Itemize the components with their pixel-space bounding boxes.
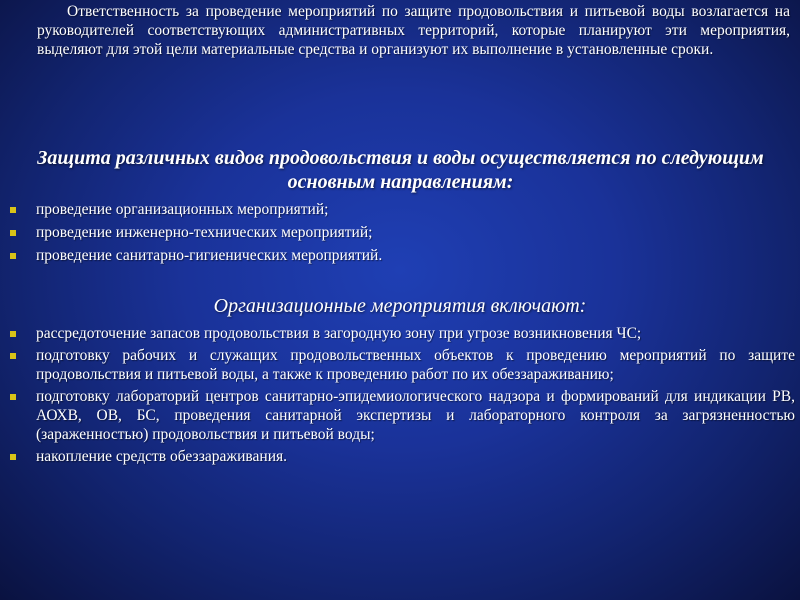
list-item [0,324,795,343]
list-item [0,387,795,444]
list-item-text: проведение санитарно-гигиенических мероприятий. [36,247,383,264]
square-bullet-icon [10,353,16,359]
square-bullet-icon [10,331,16,337]
org-measures-list [0,324,795,469]
list-item-text: проведение инженерно-технических мероприятий; [36,224,373,241]
square-bullet-icon [10,394,16,400]
square-bullet-icon [10,230,16,236]
list-item-text: подготовку рабочих и служащих продовольственных объектов к проведению мероприятий по защите продовольствия и питьевой воды, а также к проведению работ по их обеззараживанию; [36,347,795,383]
square-bullet-icon [10,454,16,460]
subsection-heading: Организационные мероприятия включают: [213,295,587,317]
list-item-text: подготовку лабораторий центров санитарно-эпидемиологического надзора и формирований для индикации РВ, АОХВ, ОВ, БС, проведения санитарной экспертизы и лабораторного контроля за загрязненностью (зараженностью) продовольствия и питьевой воды; [36,388,795,443]
list-item [0,200,795,219]
list-item-text: рассредоточение запасов продовольствия в загородную зону при угрозе возникновения ЧС; [36,325,642,342]
list-item [0,447,795,466]
list-item-text: проведение организационных мероприятий; [36,201,329,218]
list-item [0,223,795,242]
list-item-text: накопление средств обеззараживания. [36,448,287,465]
directions-list [0,200,795,269]
section-heading: Защита различных видов продовольствия и воды осуществляется по следующим основным направлениям: [37,147,764,193]
square-bullet-icon [10,207,16,213]
list-item [0,246,795,265]
list-item [0,346,795,384]
intro-paragraph: Ответственность за проведение мероприятий по защите продовольствия и питьевой воды возлагается на руководителей соответствующих административных территорий, которые планируют эти мероприятия, выделяют для этой цели материальные средства и организуют их выполнение в установленные сроки. [37,3,790,58]
square-bullet-icon [10,253,16,259]
